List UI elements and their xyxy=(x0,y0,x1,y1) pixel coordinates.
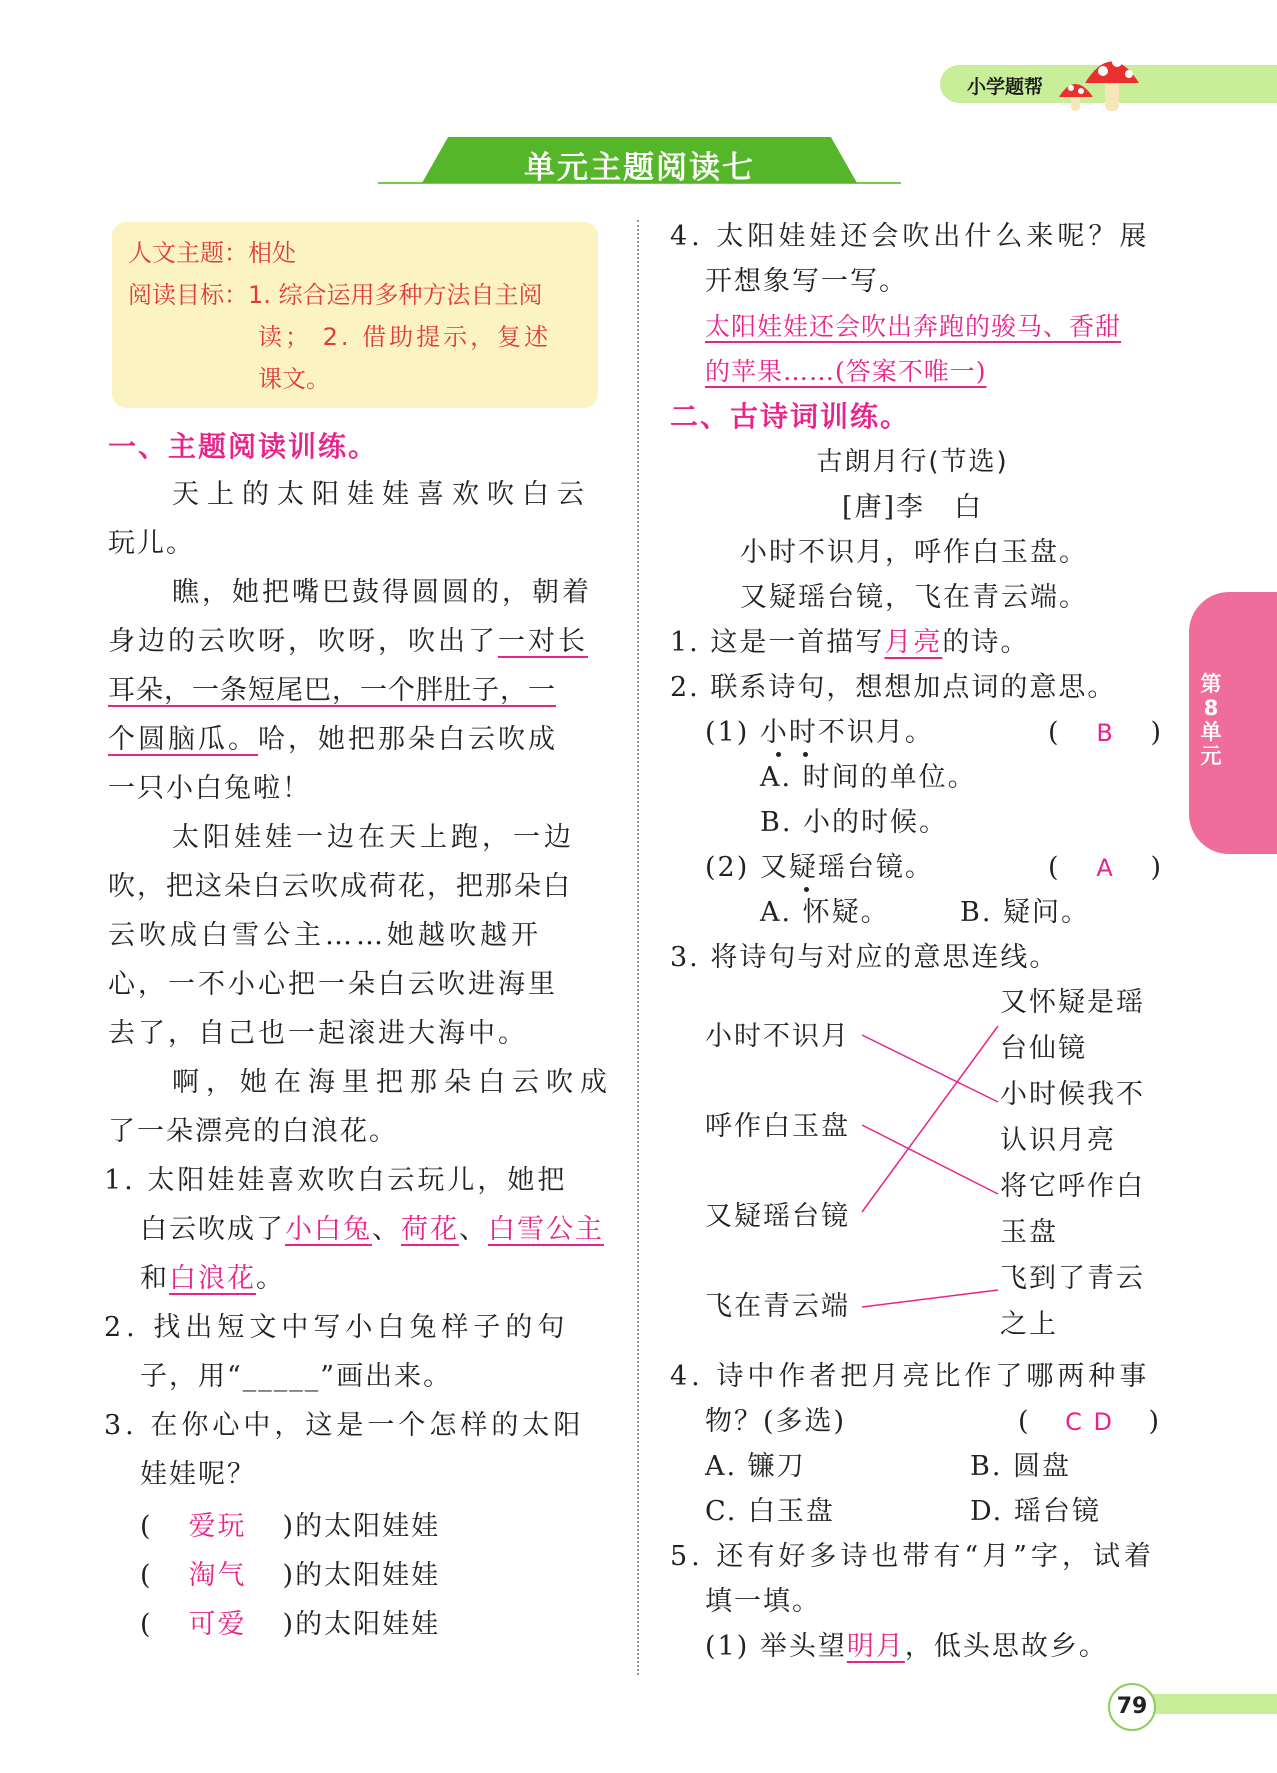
section-heading-1: 一、主题阅读训练。 xyxy=(108,430,379,463)
poem-line: 又疑瑶台镜，飞在青云端。 xyxy=(740,582,1088,613)
answer-bracket: ( B ) xyxy=(1048,717,1164,748)
poem-question-4: 4. 诗中作者把月亮比作了哪两种事 xyxy=(670,1361,1151,1392)
passage-line: 去了，自己也一起滚进大海中。 xyxy=(108,1018,528,1049)
match-right-item: 小时候我不 认识月亮 xyxy=(1000,1079,1145,1156)
match-line xyxy=(862,1290,998,1307)
question-2-line-2: 子，用“_____”画出来。 xyxy=(140,1361,453,1392)
question-3: 3. 在你心中，这是一个怎样的太阳 xyxy=(104,1410,585,1441)
poem-question-1: 1. 这是一首描写月亮的诗。 xyxy=(670,627,1030,658)
passage-line: 吹，把这朵白云吹成荷花，把那朵白 xyxy=(108,871,572,902)
option: B. 疑问。 xyxy=(960,897,1091,928)
match-left-item: 飞在青云端 xyxy=(705,1291,850,1322)
question-1-answer-line: 和白浪花。 xyxy=(140,1263,285,1294)
passage-line: 云吹成白雪公主……她越吹越开 xyxy=(108,920,542,951)
answer-bracket: ( C D ) xyxy=(1018,1406,1162,1437)
match-left-item: 又疑瑶台镜 xyxy=(705,1201,850,1232)
answer-blank: ( 可爱 )的太阳娃娃 xyxy=(140,1609,441,1640)
section-heading-2: 二、古诗词训练。 xyxy=(670,400,911,433)
passage-line: 身边的云吹呀，吹呀，吹出了一对长 xyxy=(108,626,588,657)
poem-author: [唐]李 白 xyxy=(841,492,984,523)
match-right-item: 将它呼作白 玉盘 xyxy=(1000,1171,1145,1248)
poem-question-2-1: (1) 小时不识月。 xyxy=(705,717,934,748)
option: B. 圆盘 xyxy=(970,1451,1072,1482)
match-left-item: 小时不识月 xyxy=(705,1021,850,1052)
match-right-item: 飞到了青云 之上 xyxy=(1000,1263,1145,1340)
poem-question-5-1: (1) 举头望明月，低头思故乡。 xyxy=(705,1631,1108,1662)
passage-line: 个圆脑瓜。哈，她把那朵白云吹成 xyxy=(108,724,558,755)
option: D. 瑶台镜 xyxy=(970,1496,1101,1527)
match-left-item: 呼作白玉盘 xyxy=(705,1111,850,1142)
match-line xyxy=(862,1125,998,1194)
poem-question-2: 2. 联系诗句，想想加点词的意思。 xyxy=(670,672,1117,703)
poem-question-5-line-2: 填一填。 xyxy=(705,1586,821,1617)
answer-blank: ( 淘气 )的太阳娃娃 xyxy=(140,1560,441,1591)
theme-label: 人文主题：相处 xyxy=(128,239,296,267)
page-title: 单元主题阅读七 xyxy=(524,150,755,186)
passage-line-underlined: 耳朵，一条短尾巴，一个胖肚子，一 xyxy=(108,675,556,706)
match-right-item: 又怀疑是瑶 台仙镜 xyxy=(1000,987,1145,1064)
answer-bracket: ( A ) xyxy=(1048,852,1164,883)
option: C. 白玉盘 xyxy=(705,1496,835,1527)
match-line xyxy=(862,1035,998,1102)
page-number: 79 xyxy=(1108,1683,1156,1731)
poem-title: 古朗月行(节选) xyxy=(816,447,1009,477)
passage-line: 啊，她在海里把那朵白云吹成 xyxy=(172,1067,614,1098)
match-line xyxy=(862,1026,998,1212)
goal-line-1: 阅读目标：1. 综合运用多种方法自主阅 xyxy=(128,281,543,309)
column-divider xyxy=(637,220,639,1675)
poem-question-4-line-2: 物？(多选) xyxy=(705,1406,847,1437)
passage-line: 一只小白兔啦！ xyxy=(108,773,311,804)
passage-line: 玩儿。 xyxy=(108,528,195,559)
passage-line: 心，一不小心把一朵白云吹进海里 xyxy=(108,969,558,1000)
passage-line: 了一朵漂亮的白浪花。 xyxy=(108,1116,398,1147)
passage-line: 瞧，她把嘴巴鼓得圆圆的，朝着 xyxy=(172,577,592,608)
poem-question-2-2: (2) 又疑瑶台镜。 xyxy=(705,852,934,883)
question-4-answer: 的苹果……(答案不唯一) xyxy=(705,357,987,386)
option: A. 镰刀 xyxy=(705,1451,806,1482)
unit-side-tab-label: 第8单元 xyxy=(1200,672,1222,768)
brand-name: 小学题帮 xyxy=(967,76,1044,98)
page-number-bar xyxy=(1152,1694,1277,1714)
poem-question-5: 5. 还有好多诗也带有“月”字，试着 xyxy=(670,1541,1155,1572)
poem-line: 小时不识月，呼作白玉盘。 xyxy=(740,537,1088,568)
question-4-answer: 太阳娃娃还会吹出奔跑的骏马、香甜 xyxy=(705,312,1122,341)
question-4: 4. 太阳娃娃还会吹出什么来呢？展 xyxy=(670,221,1151,252)
passage-line: 天上的太阳娃娃喜欢吹白云 xyxy=(172,479,592,510)
goal-line-3: 课文。 xyxy=(258,365,330,393)
option: A. 时间的单位。 xyxy=(760,762,977,793)
option: A. 怀疑。 xyxy=(760,897,890,928)
question-4-line-2: 开想象写一写。 xyxy=(705,266,908,297)
question-1-answer-line: 白云吹成了小白兔、荷花、白雪公主 xyxy=(140,1214,604,1245)
option: B. 小的时候。 xyxy=(760,807,949,838)
answer-blank: ( 爱玩 )的太阳娃娃 xyxy=(140,1511,441,1542)
question-1: 1. 太阳娃娃喜欢吹白云玩儿，她把 xyxy=(104,1165,568,1196)
question-3-line-2: 娃娃呢？ xyxy=(140,1459,256,1490)
mushroom-icon xyxy=(1055,45,1145,115)
poem-question-3: 3. 将诗句与对应的意思连线。 xyxy=(670,942,1059,973)
passage-line: 太阳娃娃一边在天上跑，一边 xyxy=(172,822,575,853)
question-2: 2. 找出短文中写小白兔样子的句 xyxy=(104,1312,570,1343)
goal-line-2: 读； 2. 借助提示，复述 xyxy=(258,323,552,351)
